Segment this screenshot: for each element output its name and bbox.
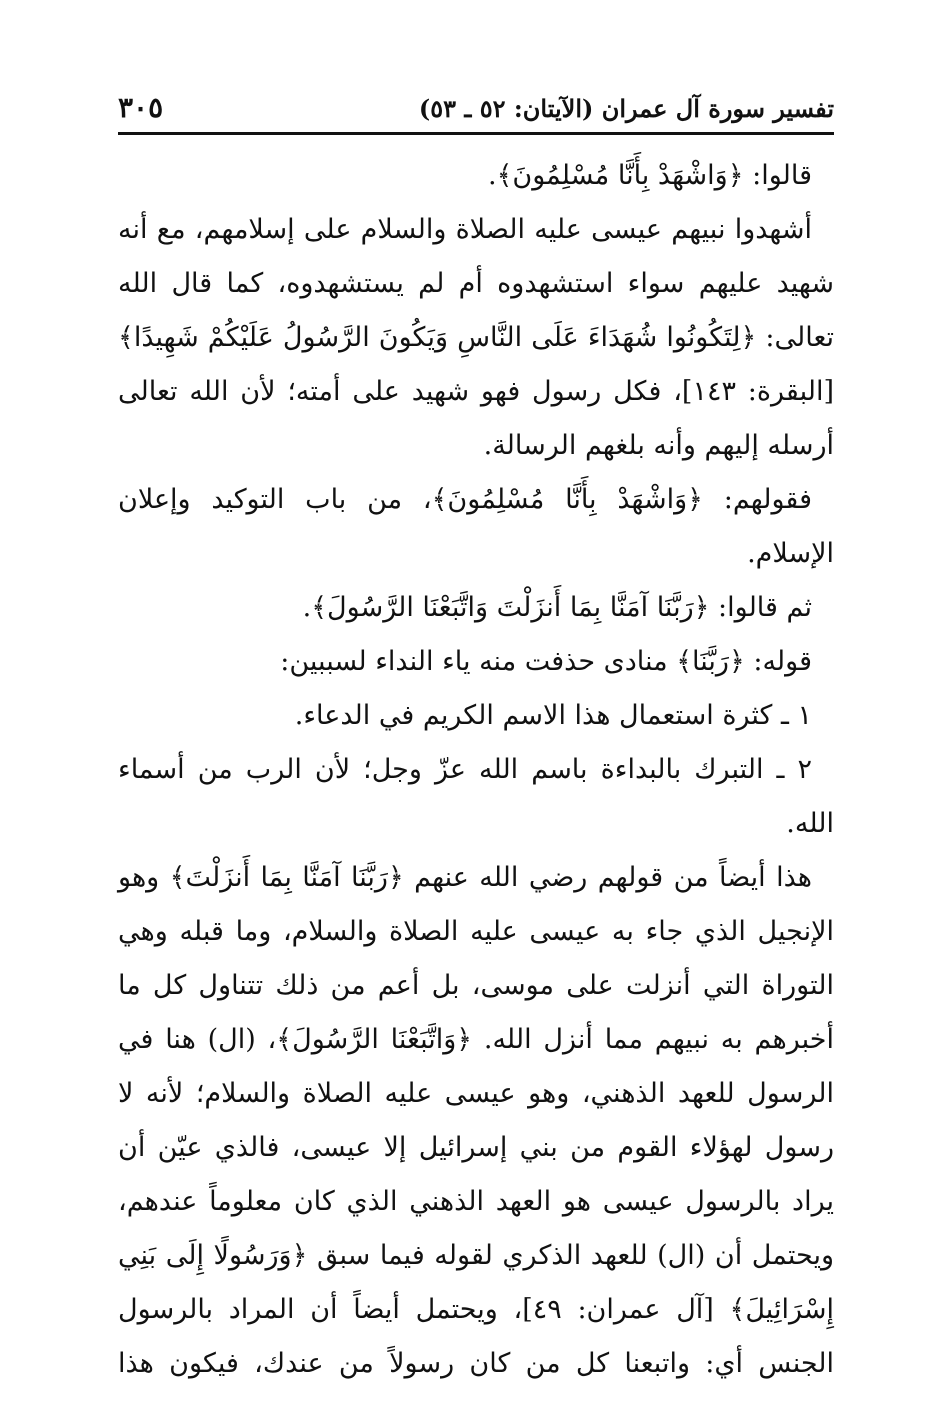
paragraph: فقولهم: ﴿وَاشْهَدْ بِأَنَّا مُسْلِمُونَ﴾، من باب التوكيد وإعلان الإسلام.	[118, 484, 834, 569]
page-header	[118, 88, 834, 135]
paragraph: ثم قالوا: ﴿رَبَّنَا آمَنَّا بِمَا أَنزَلْتَ وَاتَّبَعْنَا الرَّسُولَ﴾.	[302, 592, 812, 623]
paragraph: أشهدوا نبيهم عيسى عليه الصلاة والسلام على إسلامهم، مع أنه شهيد عليهم سواء استشهدوه أم لم يستشهدوه، كما قال الله تعالى: ﴿لِتَكُونُوا شُهَدَاءَ عَلَى النَّاسِ وَيَكُونَ الرَّسُولُ عَلَيْكُمْ شَهِيدًا﴾ [البقرة: ١٤٣]، فكل رسول فهو شهيد على أمته؛ لأن الله تعالى أرسله إليهم وأنه بلغهم الرسالة.	[118, 214, 835, 461]
paragraph: هذا أيضاً من قولهم رضي الله عنهم ﴿رَبَّنَا آمَنَّا بِمَا أَنزَلْتَ﴾ وهو الإنجيل الذي جاء به عيسى عليه الصلاة والسلام، وما قبله وهي التوراة التي أنزلت على موسى، بل أعم من ذلك تتناول كل ما أخبرهم به نبيهم مما أنزل الله. ﴿وَاتَّبَعْنَا الرَّسُولَ﴾، (ال) هنا في الرسول للعهد الذهني، وهو عيسى عليه الصلاة والسلام؛ لأنه لا رسول لهؤلاء القوم من بني إسرائيل إلا عيسى، فالذي عيّن أن يراد بالرسول عيسى هو العهد الذهني الذي كان معلوماً عندهم، ويحتمل أن (ال) للعهد الذكري لقوله فيما سبق ﴿وَرَسُولًا إِلَى بَنِي إِسْرَائِيلَ﴾ [آل عمران: ٤٩]، ويحتمل أيضاً أن المراد بالرسول الجنس أي: واتبعنا كل من كان رسولاً من عندك، فيكون هذا	[118, 862, 834, 1379]
paragraph: قالوا: ﴿وَاشْهَدْ بِأَنَّا مُسْلِمُونَ﴾.	[487, 160, 812, 191]
page-number: ٣٠٥	[118, 91, 164, 124]
page-body	[118, 149, 834, 1391]
book-page	[118, 88, 834, 1391]
list-item: ٢ ـ التبرك بالبداءة باسم الله عزّ وجل؛ لأن الرب من أسماء الله.	[118, 754, 834, 839]
running-title: تفسير سورة آل عمران (الآيتان: ٥٢ ـ ٥٣)	[418, 94, 834, 123]
list-item: ١ ـ كثرة استعمال هذا الاسم الكريم في الدعاء.	[294, 700, 812, 731]
paragraph: قوله: ﴿رَبَّنَا﴾ منادى حذفت منه ياء النداء لسببين:	[280, 646, 812, 677]
